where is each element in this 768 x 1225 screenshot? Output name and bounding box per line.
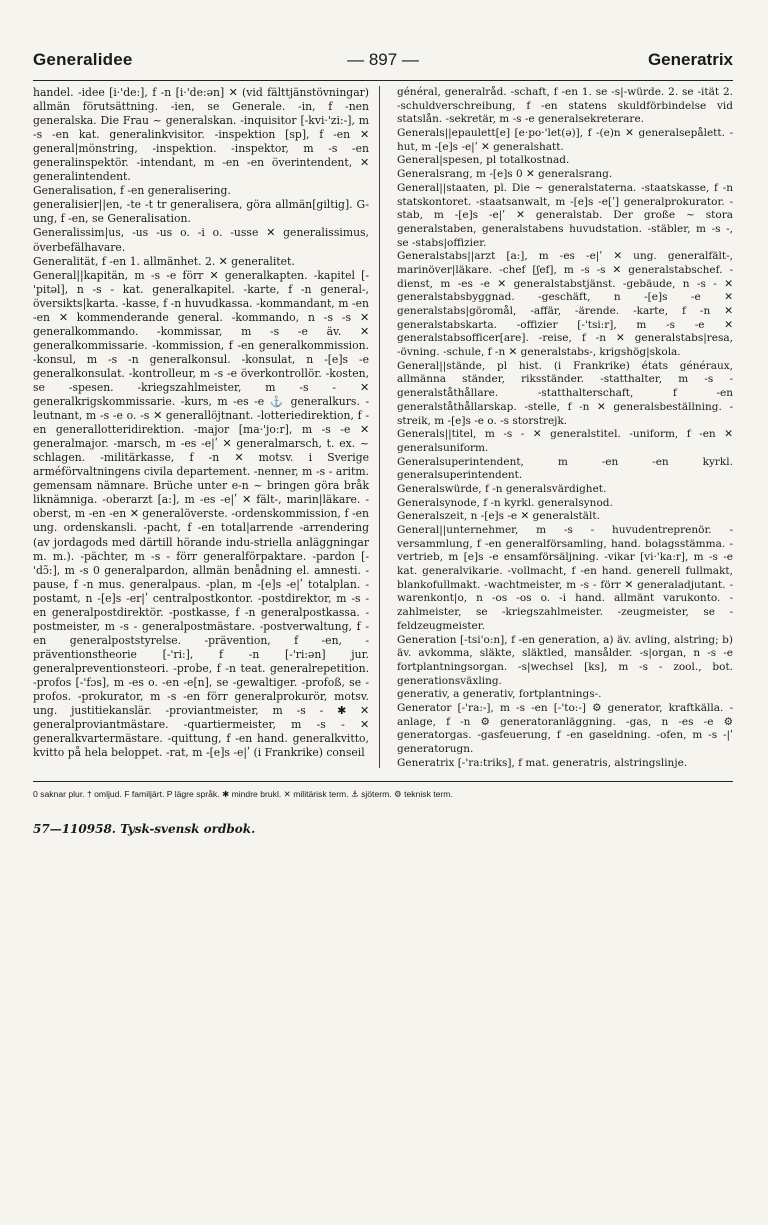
dictionary-entry: generativ, a generativ, fortplantnings-. (397, 688, 602, 701)
dictionary-entry: Generalität, f -en 1. allmänhet. 2. ✕ generalitet. (33, 254, 295, 268)
column-divider (379, 86, 380, 768)
page-number: — 897 — (347, 50, 419, 69)
dictionary-entry: Generator [-'ra:-], m -s -en [-'to:-] ⚙ generator, kraftkälla. -anlage, f -n ⚙ generatoranläggning. -gas, n -es -e ⚙ generatorgas. -gasfeuerung, f -en gaseldning. -ofen, m -s -|ʹ generatorugn. (397, 701, 733, 755)
dictionary-entry: Generalszeit, n -[e]s -e ✕ generalstält. (397, 510, 600, 523)
dictionary-entry: Generals||titel, m -s - ✕ generalstitel. -uniform, f -en ✕ generalsuniform. (397, 428, 733, 454)
dictionary-entry: General||kapitän, m -s -e förr ✕ generalkapten. -kapitel [-'pitəl], n -s - kat. generalkapitel. -karte, f -n general-, översikts|karta. -kasse, f -n huvudkassa. -kommandant, m -en -en ✕ kommenderande general. -kommando, n -s -s ✕ generalkommando. -kommissar, m -s -e äv. ✕ generalkommissarie. -kommission, f -en generalkommission. -konsul, m -s -n generalkonsul. -konsulat, n -[e]s -e generalkonsulat. -kontrolleur, m -s -e överkontrollör. -kosten, se -spesen. -kriegszahlmeister, m -s - ✕ generalkrigskommissarie. -kurs, m -es -e ⚓ generalkurs. -leutnant, m -s -e o. -s ✕ generallöjtnant. -lotteriedirektion, f -en generallotteridirektion. -major [ma·'jo:r], m -s -e ✕ generalmajor. -marsch, m -es -e|ʹ ✕ generalmarsch, t. ex. ~ schlagen. -militärkasse, f -n ✕ motsv. i Sverige arméförvaltningens civila departement. -nenner, m -s - aritm. gemensam nämnare. Brüche unter e-n ~ bringen göra bråk liknämniga. -oberarzt [a:], m -es -e|ʹ ✕ fält-, marin|läkare. -oberst, m -en -en ✕ generalöverste. -ordenskommission, f -en ung. ordenskansli. -pacht, f -en total|arrende -arrendering (av jordagods med därtill hörande indu-striella anläggningar m. m.). -pächter, m -s - förr generalförpaktare. -pardon [-'dɔ̃:], m -s 0 generalpardon, allmän benådning el. amnesti. -pause, f -n mus. generalpaus. -plan, m -[e]s -e|ʹ totalplan. -postamt, n -[e]s -er|ʹ centralpostkontor. -postdirektor, m -s -en generalpostdirektör. -postkasse, f -n generalpostkassa. -postmeister, m -s - generalpostmästare. -postverwaltung, f -en generalpoststyrelse. -prävention, f -en, -präventionstheorie [-'ri:], f -n [-'ri:ən] jur. generalpreventionsteori. -probe, f -n teat. generalrepetition. -profos [-'fɔs], m -es o. -en -e[n], se -gewaltiger. -profoß, se -profos. -prokurator, m -s -en förr generalprokurör, motsv. ung. justitiekanslär. -proviantmeister, m -s - ✱ ✕ generalproviantmästare. -quartiermeister, m -s - ✕ generalkvartermästare. -quittung, f -en hand. generalkvitto, kvitto på hela beloppet. -rat, m -[e]s -e|ʹ (i Frankrike) conseil (33, 268, 369, 760)
dictionary-entry: général, generalråd. -schaft, f -en 1. se -s|-würde. 2. se -ität 2. -schuldverschreibung, f -en statens skuldförbindelse vid statslån. -sekretär, m -s -e generalsekreterare. (397, 86, 733, 126)
printer-line: 57—110958. Tysk-svensk ordbok. (33, 822, 256, 836)
dictionary-entry: Generalstabs||arzt [a:], m -es -e|ʹ ✕ ung. generalfält-, marinöver|läkare. -chef [ʃef], m -s -s ✕ generalstabschef. -dienst, m -es -e ✕ generalstabstjänst. -gebäude, n -s - ✕ generalstabsbyggnad. -geschäft, n -[e]s -e ✕ generalstabs|göromål, -affär, -ärende. -karte, f -n ✕ generalstabskarta. -offizier [-'tsi:r], m -s -e ✕ generalstabsofficer[are]. -reise, f -n ✕ generalstabs|resa, -övning. -schule, f -n ✕ generalstabs-, krigshög|skola. (397, 250, 733, 359)
dictionary-entry: General||unternehmer, m -s - huvudentreprenör. -versammlung, f -en generalförsamling, hand. bolagsstämma. -vertrieb, m [e]s -e ensamförsäljning. -vikar [vi·'ka:r], m -s -e kat. generalvikarie. -vollmacht, f -en hand. generell fullmakt, blankofullmakt. -wachtmeister, m -s - förr ✕ generaladjutant. -warenkont|o, n -os -os o. -i hand. allmänt varukonto. -zahlmeister, se -kriegszahlmeister. -zeugmeister, se -feldzeugmeister. (397, 524, 733, 632)
footer-divider (33, 781, 733, 782)
dictionary-entry: Generalsynode, f -n kyrkl. generalsynod. (397, 496, 613, 509)
right-column (397, 86, 733, 772)
dictionary-entry: handel. -idee [i·'de:], f -n [i·'de:ən] ✕ (vid fälttjänstövningar) allmän förutsättning. -ien, se Generale. -in, f -nen generalska. Die Frau ~ generalskan. -inquisitor [-kvi·'zi:-], m -s -en kat. generalinkvisitor. -inspektion [sp], f -en ✕ general|mönstring, -inspektion. -inspektor, m -s -en generalinspektör. -intendant, m -en -en överintendent, ✕ generalintendent. (33, 86, 369, 184)
header-divider (33, 80, 733, 81)
dictionary-entry: Generalisation, f -en generalisering. (33, 184, 231, 198)
page-header (33, 50, 733, 76)
dictionary-entry: Generalissim|us, -us -us o. -i o. -usse ✕ generalissimus, överbefälhavare. (33, 226, 369, 254)
dictionary-entry: General||stände, pl hist. (i Frankrike) états généraux, allmänna ständer, riksständer. -statthalter, m -s - generalståthållare. -statthalterschaft, f -en generalståthållarskap. -stelle, f -n ✕ generalsbeställning. -streik, m -[e]s -e o. -s storstrejk. (397, 359, 733, 427)
left-running-headword: Generalidee (33, 50, 133, 69)
dictionary-entry: Generalsrang, m -[e]s 0 ✕ generalsrang. (397, 168, 613, 181)
dictionary-entry: Generation [-tsi'o:n], f -en generation, a) äv. avling, alstring; b) äv. avkomma, släkte, släktled, mansålder. -s|organ, n -s -e fortplantningsorgan. -s|wechsel [ks], m -s - zool., bot. generationsväxling. (397, 633, 733, 687)
dictionary-entry: Generatrix [-'ra:triks], f mat. generatris, alstringslinje. (397, 756, 688, 769)
dictionary-entry: Generals||epaulett[e] [e·po·'let(ə)], f -(e)n ✕ generalsepålett. -hut, m -[e]s -e|ʹ ✕ generalshatt. (397, 127, 733, 153)
dictionary-entry: General|spesen, pl totalkostnad. (397, 154, 570, 167)
left-column (33, 86, 369, 772)
dictionary-entry: Generalswürde, f -n generalsvärdighet. (397, 482, 607, 495)
dictionary-entry: generalisier||en, -te -t tr generalisera, göra allmän[giltig]. G-ung, f -en, se Generalisation. (33, 198, 369, 226)
right-running-headword: Generatrix (647, 50, 733, 69)
dictionary-entry: Generalsuperintendent, m -en -en kyrkl. generalsuperintendent. (397, 455, 733, 482)
abbreviation-legend: 0 saknar plur. † omljud. F familjärt. P lägre språk. ✱ mindre brukl. ✕ militärisk term. ⚓ sjöterm. ⚙ teknisk term. (33, 789, 453, 799)
dictionary-entry: General||staaten, pl. Die ~ generalstaterna. -staatskasse, f -n statskontoret. -staatsanwalt, m -[e]s -e[ʹ] generalprokurator. -stab, m -[e]s -e|ʹ ✕ generalstab. Der große ~ stora generalstaben, generalstabens huvudstation. -stäbler, m -s -, se -stabs|offizier. (397, 181, 733, 249)
